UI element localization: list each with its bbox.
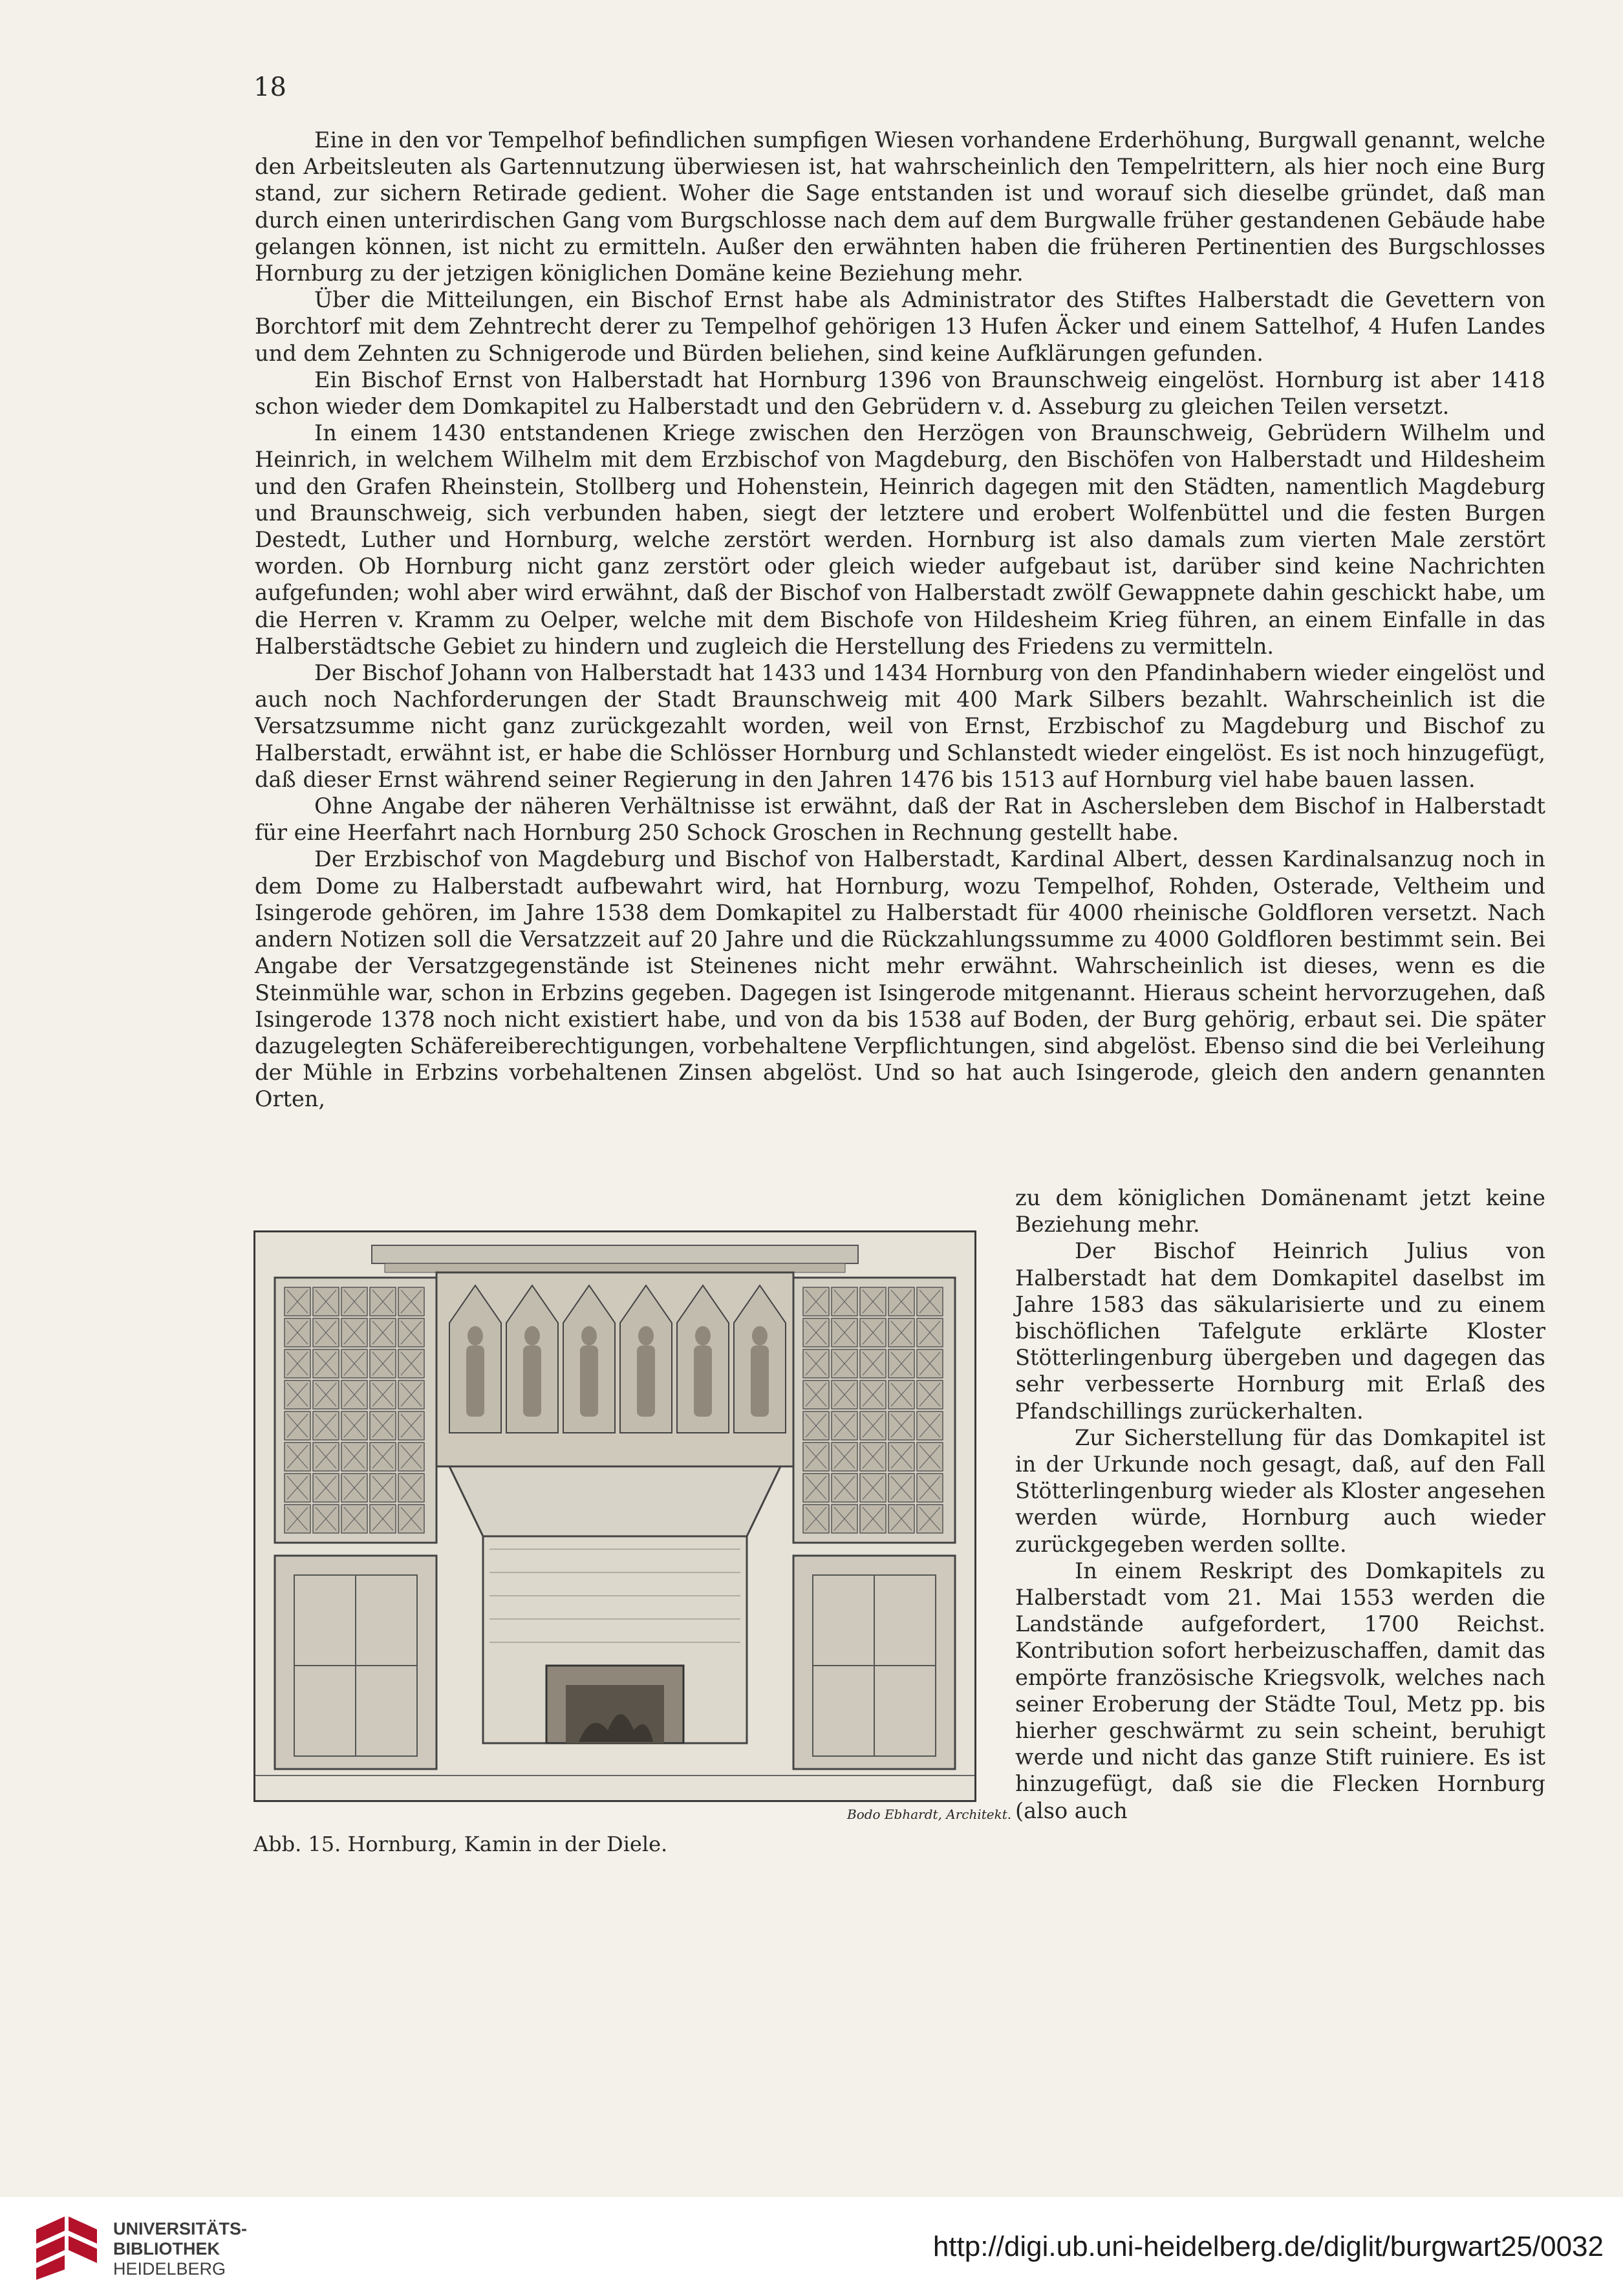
paragraph: Über die Mitteilungen, ein Bischof Ernst habe als Administrator des Stiftes Halberstadt die Gevettern von Borchtorf mit dem Zehntrecht derer zu Tempelhof gehörigen 13 Hufen Äcker und einem Sattelhof, 4 Hufen Landes und dem Zehnten zu Schnigerode und Bürden beliehen, sind keine Aufklärungen gefunden.	[255, 287, 1545, 366]
fireplace-illustration	[253, 1230, 976, 1802]
side-text-column	[1015, 1185, 1545, 1824]
statue-body	[523, 1346, 541, 1417]
paragraph: Ohne Angabe der näheren Verhältnisse ist erwähnt, daß der Rat in Aschersleben dem Bischof in Halberstadt für eine Heerfahrt nach Hornburg 250 Schock Groschen in Rechnung gestellt habe.	[255, 793, 1545, 846]
main-text-column	[255, 127, 1545, 1113]
statue-body	[751, 1346, 769, 1417]
paragraph: zu dem königlichen Domänenamt jetzt keine Beziehung mehr.	[1015, 1185, 1545, 1238]
paragraph: In einem Reskript des Domkapitels zu Halberstadt vom 21. Mai 1553 werden die Landstände aufgefordert, 1700 Reichst. Kontribution sofort herbeizuschaffen, damit das empörte französische Kriegsvolk, welches nach seiner Eroberung der Städte Toul, Metz pp. bis hierher geschwärmt zu sein scheint, beruhigt werde und nicht das ganze Stift ruiniere. Es ist hinzugefügt, daß sie die Flecken Hornburg (also auch	[1015, 1558, 1545, 1823]
library-name-line: HEIDELBERG	[113, 2259, 226, 2279]
library-name	[113, 2219, 247, 2279]
architect-credit: Bodo Ebhardt, Architekt.	[847, 1807, 1012, 1822]
paragraph: Der Bischof Heinrich Julius von Halberstadt hat dem Domkapitel daselbst im Jahre 1583 das säkularisierte und zu einem bischöflichen Tafelgute erklärte Kloster Stötterlingenburg übergeben und dagegen das sehr verbesserte Hornburg mit Erlaß des Pfandschillings zurückerhalten.	[1015, 1238, 1545, 1424]
statue-head	[581, 1326, 597, 1346]
paragraph: In einem 1430 entstandenen Kriege zwischen den Herzögen von Braunschweig, Gebrüdern Wilhelm und Heinrich, in welchem Wilhelm mit dem Erzbischof von Magdeburg, den Bischöfen von Halberstadt und Hildesheim und den Grafen Rheinstein, Stollberg und Hohenstein, Heinrich dagegen mit den Städten, namentlich Magdeburg und Braunschweig, sich verbunden haben, siegt der letztere und erobert Wolfenbüttel und die festen Burgen Destedt, Luther und Hornburg, welche zerstört werden. Hornburg ist also damals zum vierten Male zerstört worden. Ob Hornburg nicht ganz zerstört oder gleich wieder aufgebaut ist, darüber sind keine Nachrichten aufgefunden; wohl aber wird erwähnt, daß der Bischof von Halberstadt zwölf Gewappnete dahin geschickt habe, um die Herren v. Kramm zu Oelper, welche mit dem Bischofe von Hildesheim Krieg führen, an einem Einfalle in das Halberstädtsche Gebiet zu hindern und zugleich die Herstellung des Friedens zu vermitteln.	[255, 420, 1545, 659]
page-number: 18	[253, 72, 286, 102]
fireplace-drawing	[255, 1232, 974, 1800]
library-logo-icon	[31, 2211, 102, 2282]
statue-body	[637, 1346, 655, 1417]
figure-caption: Abb. 15. Hornburg, Kamin in der Diele.	[253, 1832, 668, 1856]
statue-head	[752, 1326, 768, 1346]
statue-body	[694, 1346, 712, 1417]
paragraph: Zur Sicherstellung für das Domkapitel ist in der Urkunde noch gesagt, daß, auf den Fall Stötterlingenburg wieder als Kloster angesehen werden würde, Hornburg auch wieder zurückgegeben werden sollte.	[1015, 1424, 1545, 1557]
statue-head	[468, 1326, 483, 1346]
statue-head	[524, 1326, 540, 1346]
statue-head	[695, 1326, 711, 1346]
source-url-link[interactable]: http://digi.ub.uni-heidelberg.de/diglit/burgwart25/0032	[932, 2231, 1604, 2262]
paragraph: Eine in den vor Tempelhof befindlichen sumpfigen Wiesen vorhandene Erderhöhung, Burgwall genannt, welche den Arbeitsleuten als Gartennutzung überwiesen ist, hat wahrscheinlich den Tempelrittern, als hier noch eine Burg stand, zur sichern Retirade gedient. Woher die Sage entstanden ist und worauf sich dieselbe gründet, daß man durch einen unterirdischen Gang vom Burgschlosse nach dem auf dem Burgwalle früher gestandenen Gebäude habe gelangen können, ist nicht zu ermitteln. Außer den erwähnten haben die früheren Pertinentien des Burgschlosses Hornburg zu der jetzigen königlichen Domäne keine Beziehung mehr.	[255, 127, 1545, 286]
paragraph: Ein Bischof Ernst von Halberstadt hat Hornburg 1396 von Braunschweig eingelöst. Hornburg ist aber 1418 schon wieder dem Domkapitel zu Halberstadt und den Gebrüdern v. d. Asseburg zu gleichen Teilen versetzt.	[255, 367, 1545, 420]
library-name-line: BIBLIOTHEK	[113, 2239, 220, 2258]
statue-body	[466, 1346, 484, 1417]
statue-body	[580, 1346, 598, 1417]
statue-head	[638, 1326, 654, 1346]
paragraph: Der Bischof Johann von Halberstadt hat 1433 und 1434 Hornburg von den Pfandinhabern wieder eingelöst und auch noch Nachforderungen der Stadt Braunschweig mit 400 Mark Silbers bezahlt. Wahrscheinlich ist die Versatzsumme nicht ganz zurückgezahlt worden, weil von Ernst, Erzbischof zu Magdeburg und Bischof zu Halberstadt, erwähnt ist, er habe die Schlösser Hornburg und Schlanstedt wieder eingelöst. Es ist noch hinzugefügt, daß dieser Ernst während seiner Regierung in den Jahren 1476 bis 1513 auf Hornburg viel habe bauen lassen.	[255, 660, 1545, 792]
library-name-line: UNIVERSITÄTS-	[113, 2219, 248, 2238]
paragraph: Der Erzbischof von Magdeburg und Bischof von Halberstadt, Kardinal Albert, dessen Kardinalsanzug noch in dem Dome zu Halberstadt aufbewahrt wird, hat Hornburg, wozu Tempelhof, Rohden, Osterade, Veltheim und Isingerode gehören, im Jahre 1538 dem Domkapitel zu Halberstadt für 4000 rheinische Goldfloren versetzt. Nach andern Notizen soll die Versatzzeit auf 20 Jahre und die Rückzahlungssumme zu 4000 Goldfloren bestimmt sein. Bei Angabe der Versatzgegenstände ist Steinenes nicht mehr erwähnt. Wahrscheinlich ist dieses, wenn es die Steinmühle war, schon in Erbzins gegeben. Dagegen ist Isingerode mitgenannt. Hieraus scheint hervorzugehen, daß Isingerode 1378 noch nicht existiert habe, und von da bis 1538 auf Boden, der Burg gehörig, erbaut sei. Die später dazugelegten Schäfereiberechtigungen, vorbehaltene Verpflichtungen, sind abgelöst. Ebenso sind die bei Verleihung der Mühle in Erbzins vorbehaltenen Zinsen abgelöst. Und so hat auch Isingerode, gleich den andern genannten Orten,	[255, 846, 1545, 1112]
